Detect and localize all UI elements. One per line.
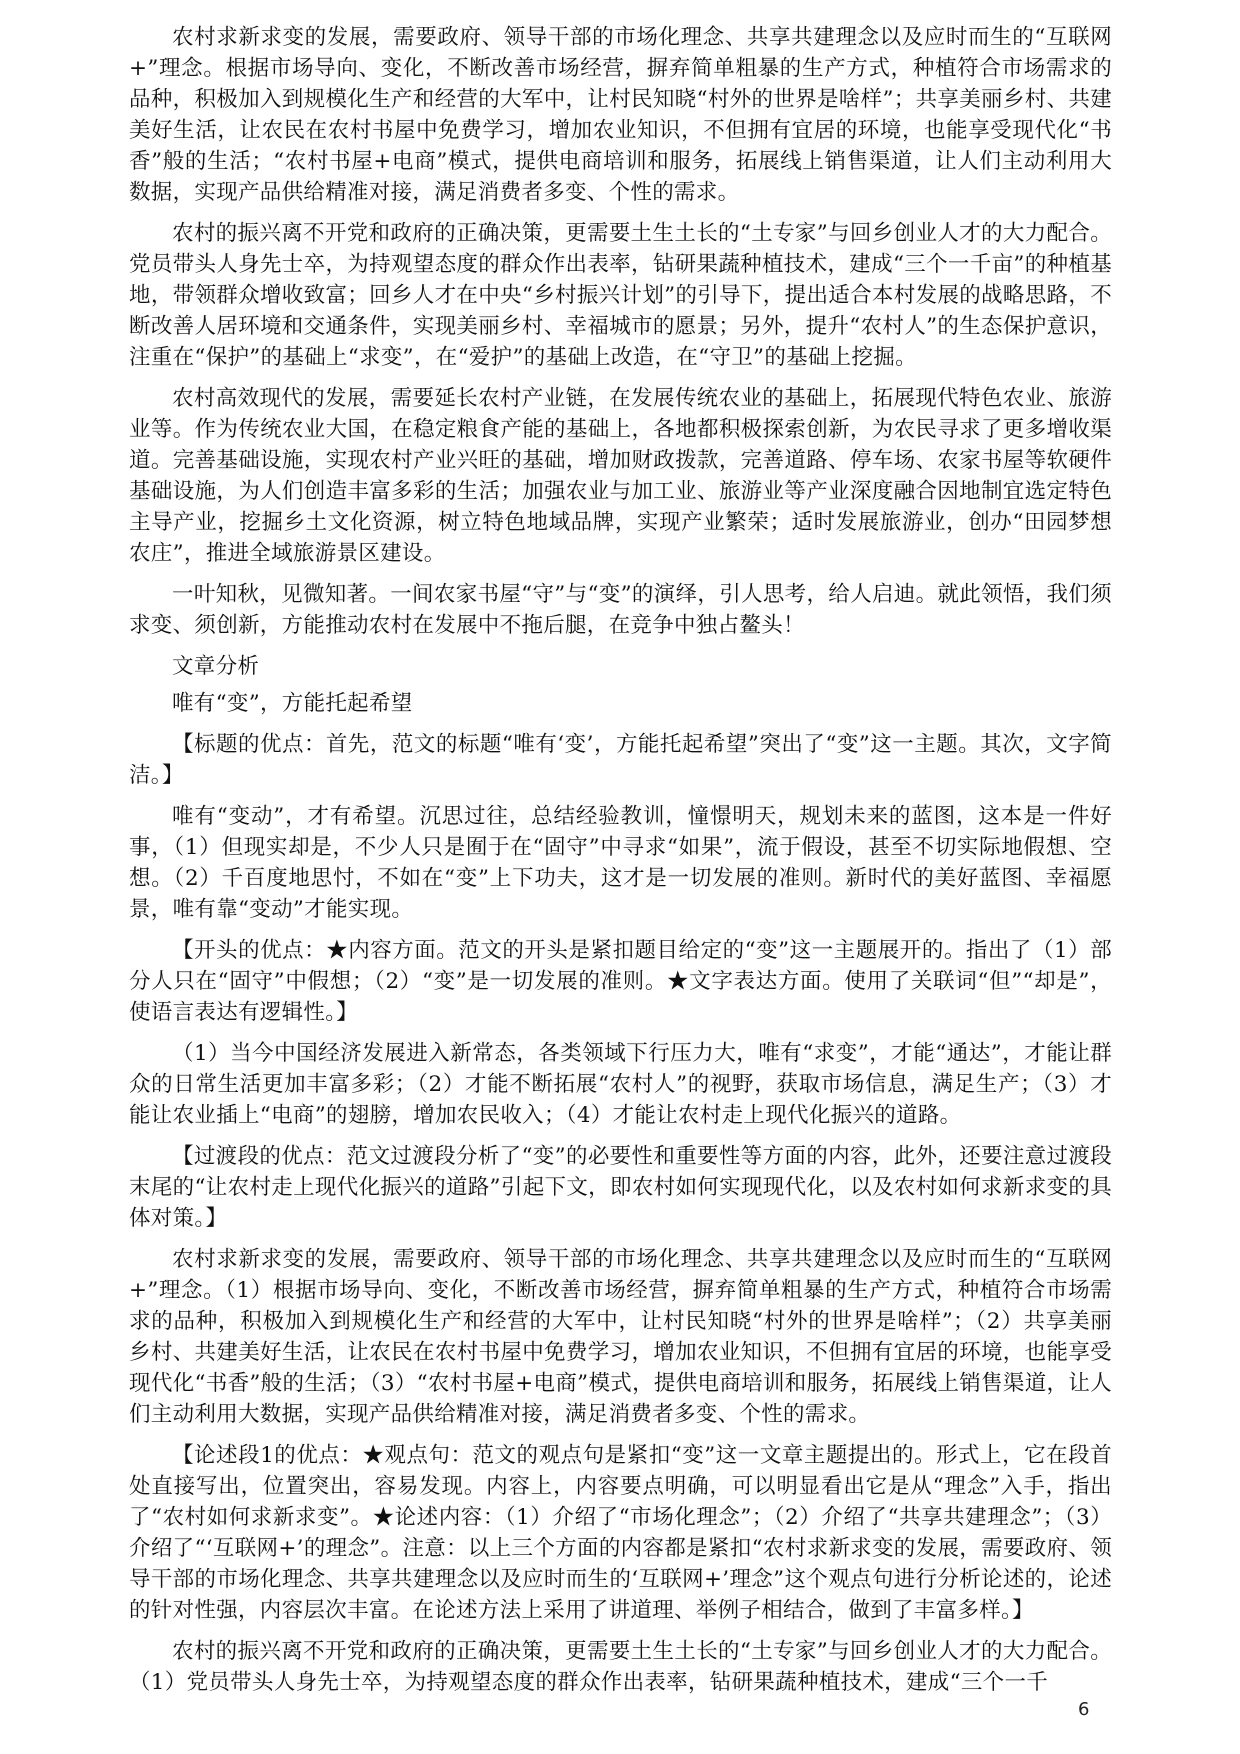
title-comment: 【标题的优点：首先，范文的标题“唯有‘变’，方能托起希望”突出了“变”这一主题。其次，文字简洁。】 xyxy=(129,732,1112,788)
body-paragraph: 农村高效现代的发展，需要延长农村产业链，在发展传统农业的基础上，拓展现代特色农业、旅游业等。作为传统农业大国，在稳定粮食产能的基础上，各地都积极探索创新，为农民寻求了更多增收渠道。完善基础设施，实现农村产业兴旺的基础，增加财政拨款，完善道路、停车场、农家书屋等软硬件基础设施，为人们创造丰富多彩的生活；加强农业与加工业、旅游业等产业深度融合因地制宜选定特色主导产业，挖掘乡土文化资源，树立特色地域品牌，实现产业繁荣；适时发展旅游业，创办“田园梦想农庄”，推进全域旅游景区建设。 xyxy=(129,386,1112,566)
transition-comment: 【过渡段的优点：范文过渡段分析了“变”的必要性和重要性等方面的内容，此外，还要注意过渡段末尾的“让农村走上现代化振兴的道路”引起下文，即农村如何实现现代化，以及农村如何求新求变的具体对策。】 xyxy=(129,1144,1112,1231)
transition-paragraph: （1）当今中国经济发展进入新常态，各类领域下行压力大，唯有“求变”，才能“通达”，才能让群众的日常生活更加丰富多彩；（2）才能不断拓展“农村人”的视野，获取市场信息，满足生产；（3）才能让农业插上“电商”的翅膀，增加农民收入；（4）才能让农村走上现代化振兴的道路。 xyxy=(129,1041,1112,1128)
conclusion-paragraph: 一叶知秋，见微知著。一间农家书屋“守”与“变”的演绎，引人思考，给人启迪。就此领悟，我们须求变、须创新，方能推动农村在发展中不拖后腿，在竞争中独占鳌头！ xyxy=(129,582,1112,638)
essay-title: 唯有“变”，方能托起希望 xyxy=(172,691,413,716)
opening-comment: 【开头的优点：★内容方面。范文的开头是紧扣题目给定的“变”这一主题展开的。指出了（1）部分人只在“固守”中假想；（2）“变”是一切发展的准则。★文字表达方面。使用了关联词“但”“却是”，使语言表达有逻辑性。】 xyxy=(129,938,1112,1025)
argument-paragraph-2: 农村的振兴离不开党和政府的正确决策，更需要土生土长的“土专家”与回乡创业人才的大力配合。（1）党员带头人身先士卒，为持观望态度的群众作出表率，钻研果蔬种植技术，建成“三个一千 xyxy=(129,1639,1112,1695)
argument-paragraph-1: 农村求新求变的发展，需要政府、领导干部的市场化理念、共享共建理念以及应时而生的“互联网+”理念。（1）根据市场导向、变化，不断改善市场经营，摒弃简单粗暴的生产方式，种植符合市场需求的品种，积极加入到规模化生产和经营的大军中，让村民知晓“村外的世界是啥样”；（2）共享美丽乡村、共建美好生活，让农民在农村书屋中免费学习，增加农业知识，不但拥有宜居的环境，也能享受现代化“书香”般的生活；（3）“农村书屋+电商”模式，提供电商培训和服务，拓展线上销售渠道，让人们主动利用大数据，实现产品供给精准对接，满足消费者多变、个性的需求。 xyxy=(129,1247,1112,1427)
body-paragraph: 农村的振兴离不开党和政府的正确决策，更需要土生土长的“土专家”与回乡创业人才的大力配合。党员带头人身先士卒，为持观望态度的群众作出表率，钻研果蔬种植技术，建成“三个一千亩”的种植基地，带领群众增收致富；回乡人才在中央“乡村振兴计划”的引导下，提出适合本村发展的战略思路，不断改善人居环境和交通条件，实现美丽乡村、幸福城市的愿景；另外，提升“农村人”的生态保护意识，注重在“保护”的基础上“求变”，在“爱护”的基础上改造，在“守卫”的基础上挖掘。 xyxy=(129,221,1112,370)
opening-paragraph: 唯有“变动”，才有希望。沉思过往，总结经验教训，憧憬明天，规划未来的蓝图，这本是一件好事，（1）但现实却是，不少人只是囿于在“固守”中寻求“如果”，流于假设，甚至不切实际地假想、空想。（2）千百度地思忖，不如在“变”上下功夫，这才是一切发展的准则。新时代的美好蓝图、幸福愿景，唯有靠“变动”才能实现。 xyxy=(129,804,1112,922)
section-heading-analysis: 文章分析 xyxy=(172,654,260,679)
argument-1-comment: 【论述段1的优点：★观点句：范文的观点句是紧扣“变”这一文章主题提出的。形式上，它在段首处直接写出，位置突出，容易发现。内容上，内容要点明确，可以明显看出它是从“理念”入手，指出了“农村如何求新求变”。★论述内容：（1）介绍了“市场化理念”；（2）介绍了“共享共建理念”；（3）介绍了“‘互联网+’的理念”。注意：以上三个方面的内容都是紧扣“农村求新求变的发展，需要政府、领导干部的市场化理念、共享共建理念以及应时而生的‘互联网+’理念”这个观点句进行分析论述的，论述的针对性强，内容层次丰富。在论述方法上采用了讲道理、举例子相结合，做到了丰富多样。】 xyxy=(129,1443,1112,1623)
page-number: 6 xyxy=(1078,1699,1090,1720)
body-paragraph: 农村求新求变的发展，需要政府、领导干部的市场化理念、共享共建理念以及应时而生的“互联网+”理念。根据市场导向、变化，不断改善市场经营，摒弃简单粗暴的生产方式，种植符合市场需求的品种，积极加入到规模化生产和经营的大军中，让村民知晓“村外的世界是啥样”；共享美丽乡村、共建美好生活，让农民在农村书屋中免费学习，增加农业知识，不但拥有宜居的环境，也能享受现代化“书香”般的生活；“农村书屋+电商”模式，提供电商培训和服务，拓展线上销售渠道，让人们主动利用大数据，实现产品供给精准对接，满足消费者多变、个性的需求。 xyxy=(129,25,1112,205)
document-page xyxy=(129,22,1112,1708)
